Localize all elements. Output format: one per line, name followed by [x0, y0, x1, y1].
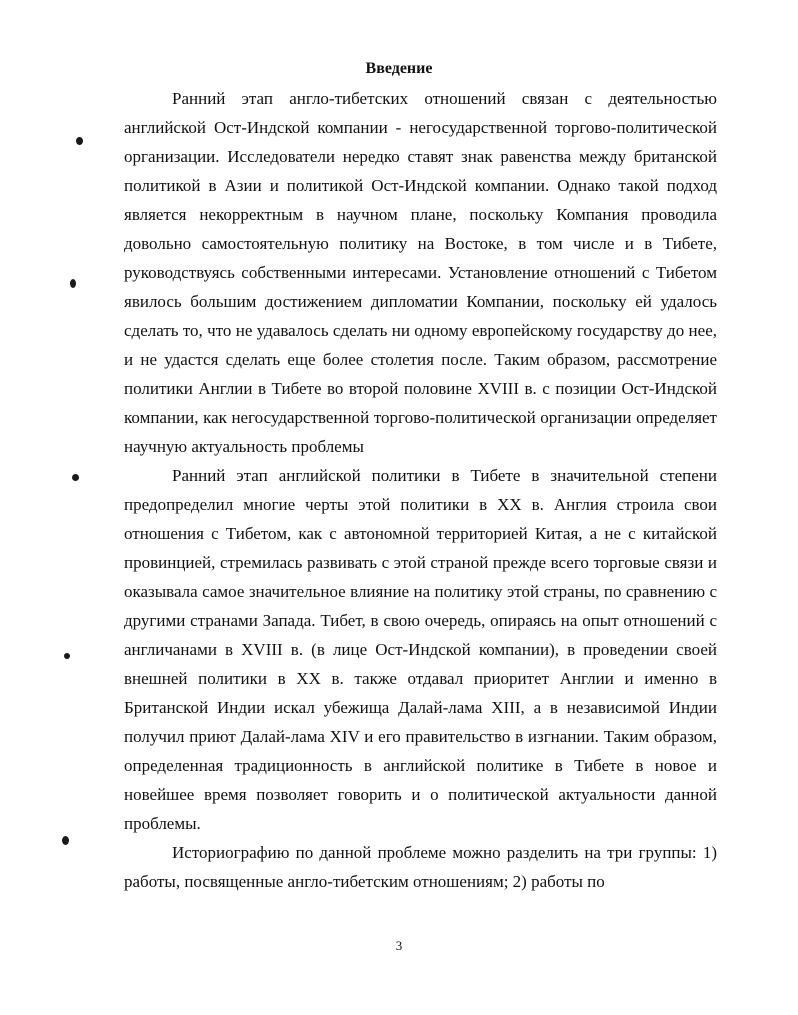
scan-speck — [64, 653, 70, 659]
scan-speck — [72, 474, 79, 481]
scan-speck — [76, 137, 83, 145]
scan-speck — [62, 836, 69, 845]
paragraph-3: Историографию по данной проблеме можно разделить на три группы: 1) работы, посвященные англо-тибетским отношениям; 2) работы по — [124, 843, 717, 891]
page-title: Введение — [365, 60, 433, 77]
paragraph-1: Ранний этап англо-тибетских отношений связан с деятельностью английской Ост-Индской компании - негосударственной торгово-политической организации. Исследователи нередко ставят знак равенства между британской политикой в Азии и политикой Ост-Индской компании. Однако такой подход является некорректным в научном плане, поскольку Компания проводила довольно самостоятельную политику на Востоке, в том числе и в Тибете, руководствуясь собственными интересами. Установление отношений с Тибетом явилось большим достижением дипломатии Компании, поскольку ей удалось сделать то, что не удавалось сделать ни одному европейскому государству до нее, и не удастся сделать еще более столетия после. Таким образом, рассмотрение политики Англии в Тибете во второй половине XVIII в. с позиции Ост-Индской компании, как негосударственной торгово-политической организации определяет научную актуальность проблемы — [124, 89, 717, 456]
scan-speck — [70, 279, 76, 288]
page-number: 3 — [395, 938, 403, 953]
paragraph-2: Ранний этап английской политики в Тибете в значительной степени предопределил многие черты этой политики в XX в. Англия строила свои отношения с Тибетом, как с автономной территорией Китая, а не с китайской провинцией, стремилась развивать с этой страной прежде всего торговые связи и оказывала самое значительное влияние на политику этой страны, по сравнению с другими странами Запада. Тибет, в свою очередь, опираясь на опыт отношений с англичанами в XVIII в. (в лице Ост-Индской компании), в проведении своей внешней политики в XX в. также отдавал приоритет Англии и именно в Британской Индии искал убежища Далай-лама XIII, а в независимой Индии получил приют Далай-лама XIV и его правительство в изгнании. Таким образом, определенная традиционность в английской политике в Тибете в новое и новейшее время позволяет говорить и о политической актуальности данной проблемы. — [124, 466, 717, 833]
body-text — [124, 84, 717, 896]
